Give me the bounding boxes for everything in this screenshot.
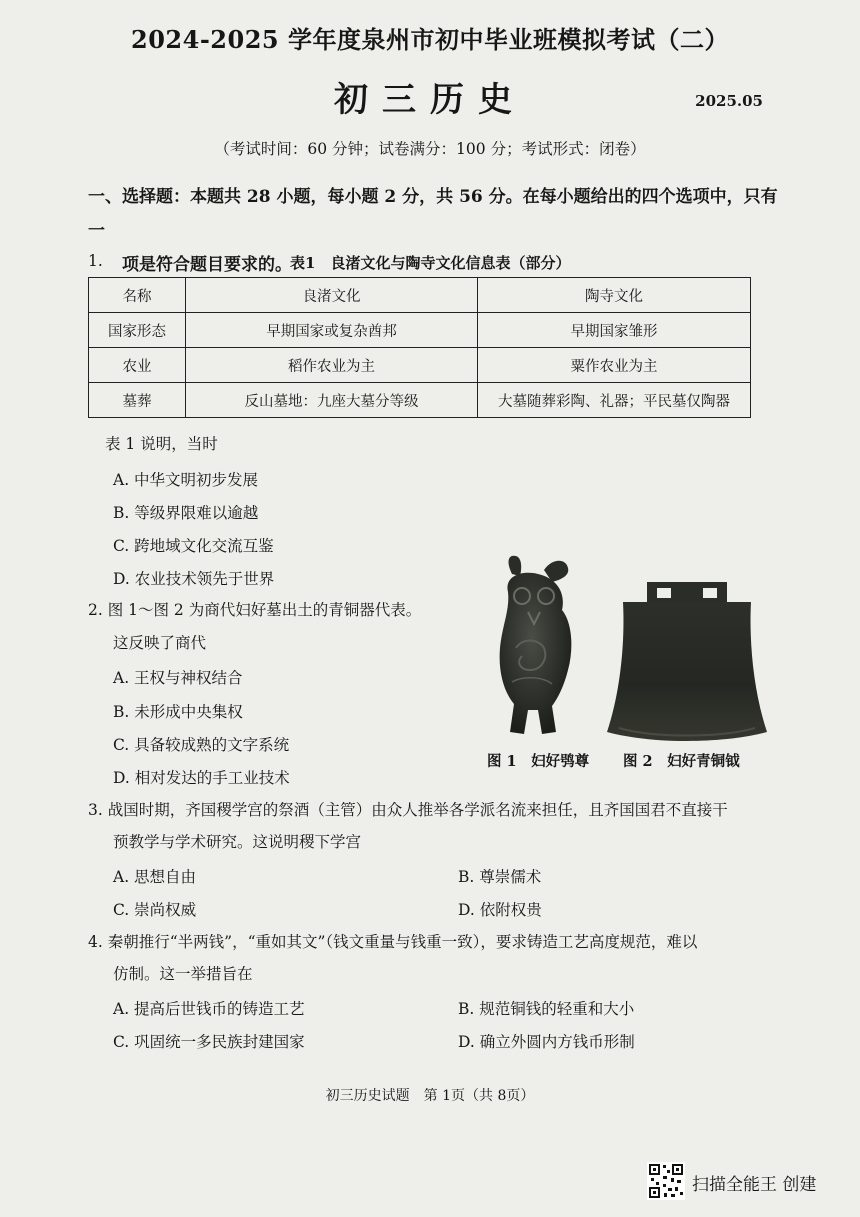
question-2-stem-line1: 2. 图 1～图 2 为商代妇好墓出土的青铜器代表。 <box>88 601 422 619</box>
page-footer: 初三历史试题 第 1页（共 8页） <box>325 1088 535 1104</box>
table-cell: 稻作农业为主 <box>186 348 478 383</box>
table-header-cell: 陶寺文化 <box>478 278 751 313</box>
question-2-option-b[interactable]: B. 未形成中央集权 <box>113 703 243 721</box>
question-4-option-a[interactable]: A. 提高后世钱币的铸造工艺 <box>113 1000 305 1018</box>
question-4-stem-line2: 仿制。这一举措旨在 <box>113 965 253 983</box>
table-cell: 农业 <box>89 348 186 383</box>
question-2-option-a[interactable]: A. 王权与神权结合 <box>113 669 243 687</box>
question-2-option-c[interactable]: C. 具备较成熟的文字系统 <box>113 736 290 754</box>
owl-zun-image <box>482 552 594 742</box>
table-header-cell: 名称 <box>89 278 186 313</box>
question-3-option-b[interactable]: B. 尊崇儒术 <box>458 868 542 886</box>
question-1-option-d[interactable]: D. 农业技术领先于世界 <box>113 570 275 588</box>
qr-code-icon <box>647 1162 685 1200</box>
question-4-option-d[interactable]: D. 确立外圆内方钱币形制 <box>458 1033 635 1051</box>
bronze-axe-image <box>603 580 771 748</box>
question-3-option-c[interactable]: C. 崇尚权威 <box>113 901 197 919</box>
subject-title: 初三历史 <box>334 80 526 120</box>
question-3-stem-line2: 预教学与学术研究。这说明稷下学宫 <box>113 833 362 851</box>
table-header-cell: 良渚文化 <box>186 278 478 313</box>
question-1-option-b[interactable]: B. 等级界限难以逾越 <box>113 504 259 522</box>
table-cell: 国家形态 <box>89 313 186 348</box>
question-1-option-c[interactable]: C. 跨地域文化交流互鉴 <box>113 537 274 555</box>
table-cell: 墓葬 <box>89 383 186 418</box>
table-cell: 反山墓地：九座大墓分等级 <box>186 383 478 418</box>
question-1-stem: 表 1 说明，当时 <box>105 435 218 453</box>
question-3-option-d[interactable]: D. 依附权贵 <box>458 901 542 919</box>
culture-info-table <box>88 277 751 418</box>
table-header-row <box>89 278 751 313</box>
question-2-option-d[interactable]: D. 相对发达的手工业技术 <box>113 769 290 787</box>
question-4-option-c[interactable]: C. 巩固统一多民族封建国家 <box>113 1033 305 1051</box>
exam-title: 2024-2025 学年度泉州市初中毕业班模拟考试（二） <box>131 25 729 54</box>
table-cell: 早期国家或复杂酋邦 <box>186 313 478 348</box>
question-3-stem-line1: 3. 战国时期，齐国稷学宫的祭酒（主管）由众人推举各学派名流来担任，且齐国国君不直接干 <box>88 801 728 819</box>
exam-info: （考试时间：60 分钟；试卷满分：100 分；考试形式：闭卷） <box>214 140 646 158</box>
table-cell: 粟作农业为主 <box>478 348 751 383</box>
table-row <box>89 348 751 383</box>
figure-1-caption: 图 1 妇好鸮尊 <box>487 753 590 770</box>
question-2-stem-line2: 这反映了商代 <box>113 634 207 652</box>
question-4-stem-line1: 4. 秦朝推行“半两钱”，“重如其文”（钱文重量与钱重一致），要求铸造工艺高度规范，难以 <box>88 933 698 951</box>
table-row <box>89 383 751 418</box>
question-1-option-a[interactable]: A. 中华文明初步发展 <box>113 471 259 489</box>
section-heading-line2: 项是符合题目要求的。 <box>122 255 292 275</box>
table-cell: 早期国家雏形 <box>478 313 751 348</box>
table-cell: 大墓随葬彩陶、礼器；平民墓仅陶器 <box>478 383 751 418</box>
section-heading-line1: 一、选择题：本题共 28 小题，每小题 2 分，共 56 分。在每小题给出的四个选项中，只有一 <box>88 187 778 241</box>
question-3-option-a[interactable]: A. 思想自由 <box>113 868 197 886</box>
table-row <box>89 313 751 348</box>
table-caption: 表1 良渚文化与陶寺文化信息表（部分） <box>290 254 571 272</box>
question-4-option-b[interactable]: B. 规范铜钱的轻重和大小 <box>458 1000 635 1018</box>
figure-2-caption: 图 2 妇好青铜钺 <box>623 753 740 770</box>
scanner-brand: 扫描全能王 创建 <box>692 1175 817 1195</box>
question-1-number: 1. <box>88 252 103 270</box>
exam-date: 2025.05 <box>695 92 763 110</box>
